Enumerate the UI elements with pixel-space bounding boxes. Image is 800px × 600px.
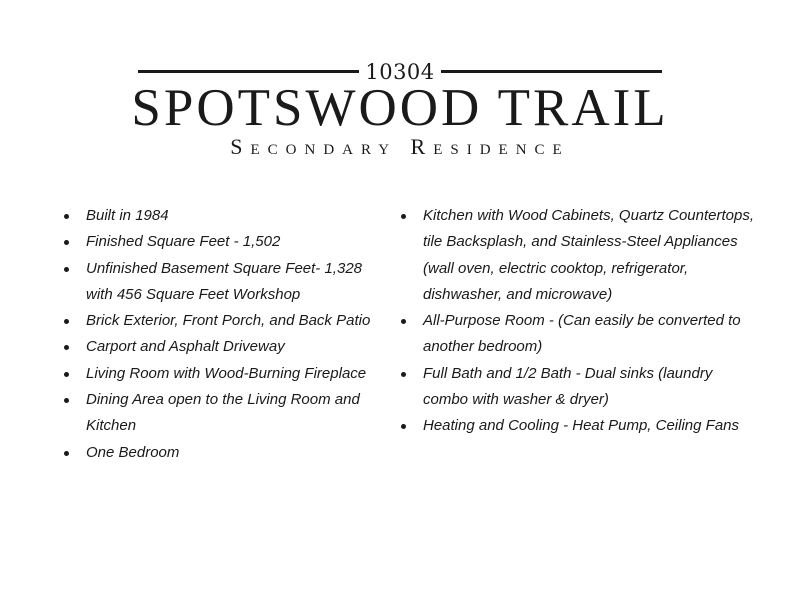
bullet-icon [64,451,69,456]
left-divider-line [138,70,359,73]
list-item [64,229,384,255]
feature-text: Carport and Asphalt Driveway [86,338,285,356]
header [0,0,800,170]
list-item [64,256,384,309]
street-name-title: SPOTSWOOD TRAIL [131,79,669,137]
list-item [401,413,756,439]
list-item [64,334,384,360]
list-item [64,361,384,387]
list-item [64,203,384,229]
list-item [401,308,756,361]
bullet-icon [64,372,69,377]
features-list-right [401,203,756,440]
feature-text: All-Purpose Room - (Can easily be converted to another bedroom) [423,312,741,356]
list-item [64,387,384,440]
bullet-icon [64,240,69,245]
bullet-icon [401,214,406,219]
list-item [64,308,384,334]
bullet-icon [64,267,69,272]
feature-text: One Bedroom [86,443,180,461]
feature-text: Brick Exterior, Front Porch, and Back Patio [86,312,371,330]
feature-text: Finished Square Feet - 1,502 [86,233,281,251]
street-number: 10304 [365,60,435,84]
right-divider-line [441,70,662,73]
bullet-icon [401,319,406,324]
list-item [64,440,384,466]
bullet-icon [64,345,69,350]
list-item [401,203,756,308]
feature-text: Living Room with Wood-Burning Fireplace [86,364,367,382]
features-list-left [64,203,384,466]
feature-text: Dining Area open to the Living Room and Kitchen [86,391,360,435]
feature-text: Full Bath and 1/2 Bath - Dual sinks (laundry combo with washer & dryer) [423,364,713,409]
residence-subtitle: Secondary Residence [230,134,570,159]
feature-text: Unfinished Basement Square Feet- 1,328 with 456 Square Feet Workshop [86,259,362,303]
bullet-icon [64,398,69,403]
bullet-icon [401,372,406,377]
bullet-icon [401,424,406,429]
bullet-icon [64,319,69,324]
feature-text: Kitchen with Wood Cabinets, Quartz Countertops, tile Backsplash, and Stainless-Steel Appliances (wall oven, electric cooktop, refrigerator, dishwasher, and microwave) [423,207,754,303]
bullet-icon [64,214,69,219]
feature-text: Heating and Cooling - Heat Pump, Ceiling Fans [423,417,740,435]
feature-text: Built in 1984 [86,207,169,224]
list-item [401,361,756,414]
